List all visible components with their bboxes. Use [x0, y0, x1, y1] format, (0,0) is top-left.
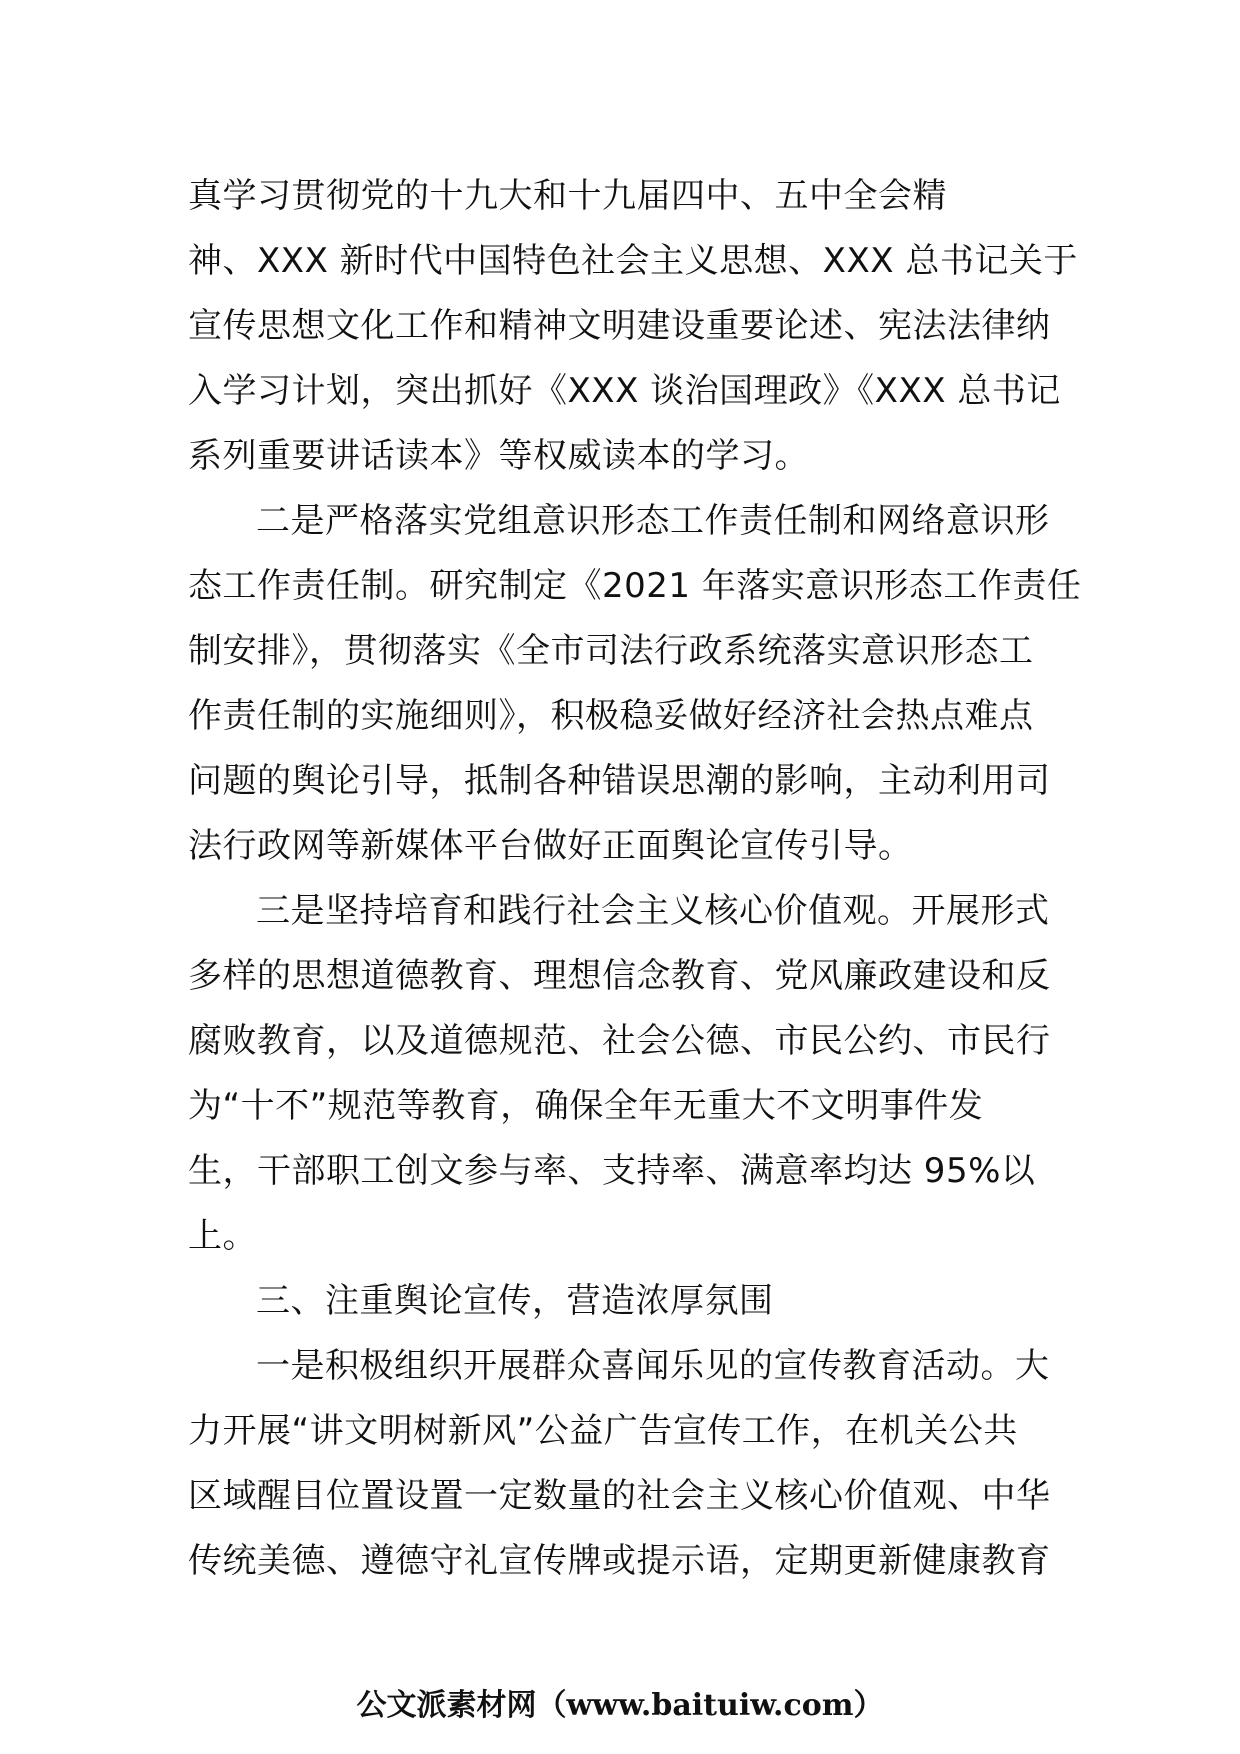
text-line-17: 上。 — [188, 1216, 257, 1256]
text-line-15: 为“十不”规范等教育，确保全年无重大不文明事件发 — [188, 1086, 984, 1126]
text-line-3: 宣传思想文化工作和精神文明建设重要论述、宪法法律纳 — [188, 306, 1051, 346]
text-line-4: 入学习计划，突出抓好《XXX 谈治国理政》《XXX 总书记 — [188, 371, 1061, 411]
footer-watermark: 公文派素材网（www.baituiw.com） — [356, 1688, 884, 1723]
text-line-21: 区域醒目位置设置一定数量的社会主义核心价值观、中华 — [188, 1476, 1051, 1516]
text-line-20: 力开展“讲文明树新风”公益广告宣传工作，在机关公共 — [188, 1411, 1018, 1451]
text-line-10: 问题的舆论引导，抵制各种错误思潮的影响，主动利用司 — [188, 761, 1051, 801]
text-line-16: 生，干部职工创文参与率、支持率、满意率均达 95%以 — [188, 1151, 1036, 1191]
text-line-8: 制安排》，贯彻落实《全市司法行政系统落实意识形态工 — [188, 631, 1034, 671]
text-line-5: 系列重要讲话读本》等权威读本的学习。 — [188, 436, 809, 476]
text-line-1: 真学习贯彻党的十九大和十九届四中、五中全会精 — [188, 176, 947, 216]
text-line-19: 一是积极组织开展群众喜闻乐见的宣传教育活动。大 — [256, 1346, 1050, 1386]
document-body — [188, 164, 1082, 1594]
text-line-7: 态工作责任制。研究制定《2021 年落实意识形态工作责任 — [188, 566, 1082, 606]
text-line-14: 腐败教育，以及道德规范、社会公德、市民公约、市民行 — [188, 1021, 1051, 1061]
text-line-12: 三是坚持培育和践行社会主义核心价值观。开展形式 — [256, 891, 1050, 931]
text-line-22: 传统美德、遵德守礼宣传牌或提示语，定期更新健康教育 — [188, 1541, 1051, 1581]
text-line-9: 作责任制的实施细则》，积极稳妥做好经济社会热点难点 — [188, 696, 1034, 736]
text-line-6: 二是严格落实党组意识形态工作责任制和网络意识形 — [256, 501, 1050, 541]
text-line-11: 法行政网等新媒体平台做好正面舆论宣传引导。 — [188, 826, 913, 866]
section-heading: 三、注重舆论宣传，营造浓厚氛围 — [256, 1281, 774, 1321]
text-line-2: 神、XXX 新时代中国特色社会主义思想、XXX 总书记关于 — [188, 241, 1078, 281]
text-line-13: 多样的思想道德教育、理想信念教育、党风廉政建设和反 — [188, 956, 1051, 996]
